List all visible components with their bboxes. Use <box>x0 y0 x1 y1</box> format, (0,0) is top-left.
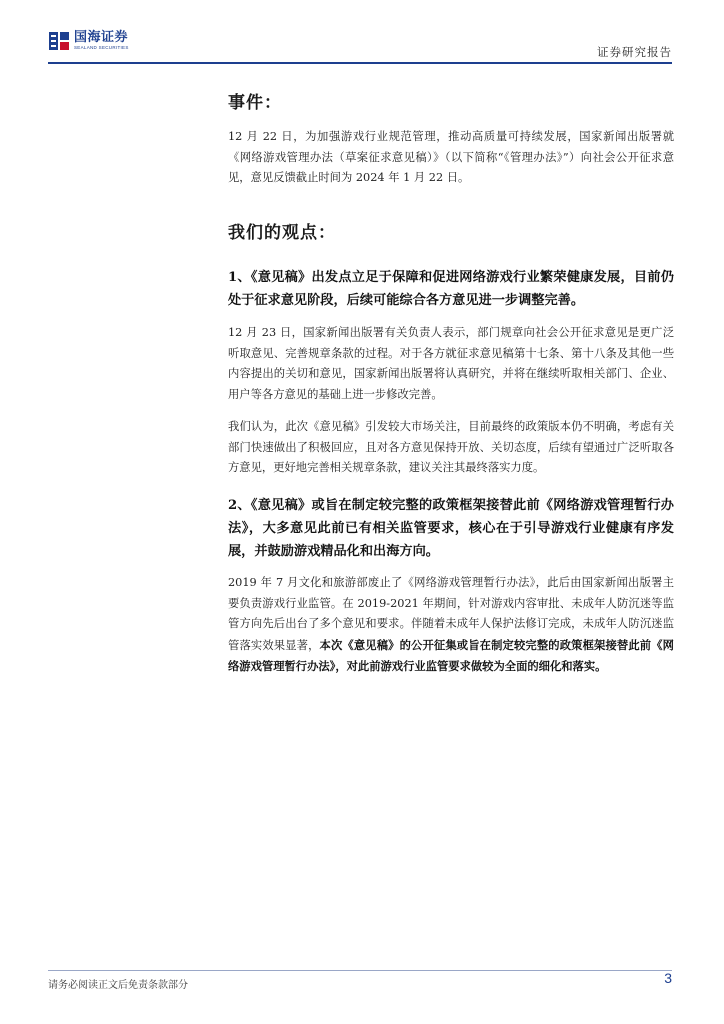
event-heading: 事件： <box>228 93 282 113</box>
point-2-heading: 2、《意见稿》或旨在制定较完整的政策框架接替此前《网络游戏管理暂行办法》，大多意见此前已有相关监管要求，核心在于引导游戏行业健康有序发展，并鼓励游戏精品化和出海方向。 <box>228 498 674 559</box>
viewpoint-heading: 我们的观点： <box>228 223 336 243</box>
report-type-label: 证券研究报告 <box>597 45 672 59</box>
event-paragraph: 12 月 22 日，为加强游戏行业规范管理，推动高质量可持续发展，国家新闻出版署就《网络游戏管理办法（草案征求意见稿）》（以下简称“《管理办法》”）向社会公开征求意见，意见反馈截止时间为 2024 年 1 月 22 日。 <box>228 130 674 184</box>
page-header <box>0 0 724 64</box>
logo-english-name: SEALAND SECURITIES <box>74 45 129 50</box>
point-2-paragraph-emphasis: 本次《意见稿》的公开征集或旨在制定较完整的政策框架接替此前《网络游戏管理暂行办法》，对此前游戏行业监管要求做较为全面的细化和落实。 <box>228 637 674 673</box>
logo-chinese-name: 国海证券 <box>74 30 129 45</box>
sealand-logo-icon <box>48 30 70 52</box>
point-1-heading: 1、《意见稿》出发点立足于保障和促进网络游戏行业繁荣健康发展，目前仍处于征求意见阶段，后续可能综合各方意见进一步调整完善。 <box>228 270 674 308</box>
header-divider <box>48 62 672 64</box>
point-2-paragraph <box>228 573 674 678</box>
page-number: 3 <box>664 970 672 986</box>
point-2-paragraph-text: 2019 年 7 月文化和旅游部废止了《网络游戏管理暂行办法》，此后由国家新闻出版署主要负责游戏行业监管。在 2019-2021 年期间，针对游戏内容审批、未成年人防沉迷等监管方向先后出台了多个意见和要求。伴随着未成年人保护法修订完成，未成年人防沉迷监管落实效果显著， <box>228 576 674 652</box>
footer-divider <box>48 970 672 971</box>
company-logo <box>48 30 129 52</box>
point-1-paragraph-1: 12 月 23 日，国家新闻出版署有关负责人表示，部门规章向社会公开征求意见是更广泛听取意见、完善规章条款的过程。对于各方就征求意见稿第十七条、第十八条及其他一些内容提出的关切和意见，国家新闻出版署将认真研究，并将在继续听取相关部门、企业、用户等各方意见的基础上进一步修改完善。 <box>228 326 674 401</box>
disclaimer-note: 请务必阅读正文后免责条款部分 <box>48 980 188 991</box>
point-1-paragraph-2: 我们认为，此次《意见稿》引发较大市场关注，目前最终的政策版本仍不明确，考虑有关部门快速做出了积极回应，且对各方意见保持开放、关切态度，后续有望通过广泛听取各方意见，更好地完善相关规章条款，建议关注其最终落实力度。 <box>228 420 674 474</box>
